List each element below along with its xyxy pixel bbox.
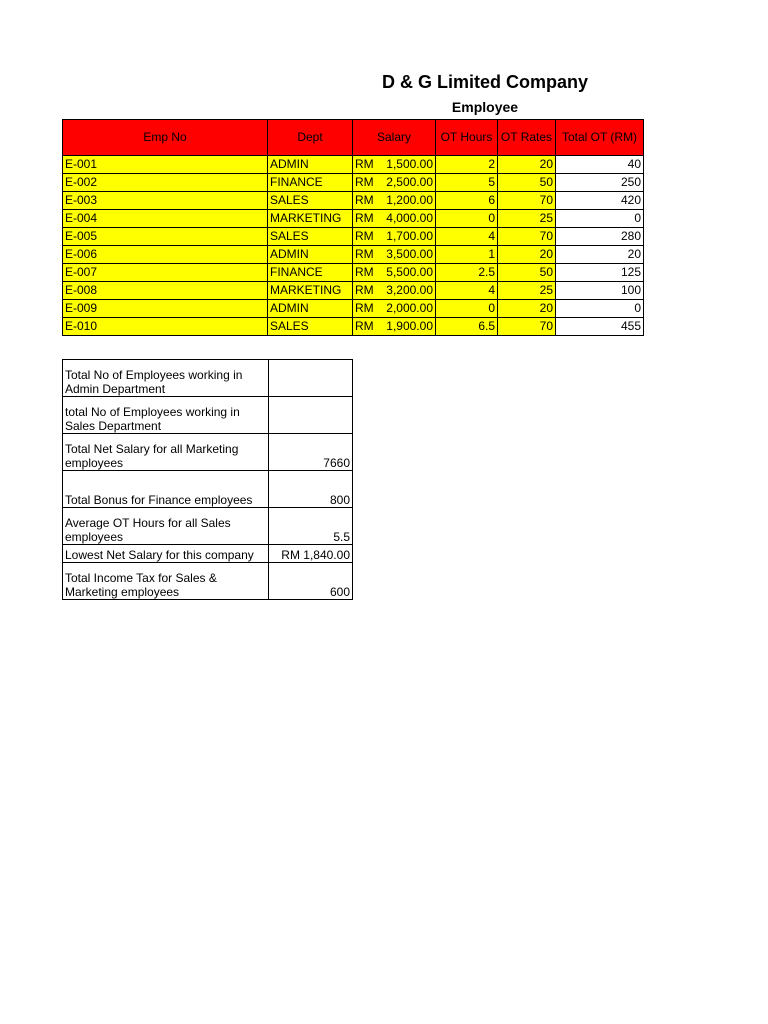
- summary-value[interactable]: [269, 397, 353, 434]
- cell-ot-hours[interactable]: 4: [436, 228, 498, 246]
- summary-row: [63, 545, 353, 563]
- cell-dept[interactable]: SALES: [268, 192, 353, 210]
- salary-amount: 1,900.00: [386, 319, 433, 333]
- table-row: [63, 282, 644, 300]
- cell-ot-rates[interactable]: 20: [498, 246, 556, 264]
- cell-salary[interactable]: [353, 156, 436, 174]
- salary-amount: 5,500.00: [386, 265, 433, 279]
- cell-dept[interactable]: MARKETING: [268, 210, 353, 228]
- salary-currency: RM: [355, 193, 374, 207]
- salary-currency: RM: [355, 319, 374, 333]
- salary-currency: RM: [355, 157, 374, 171]
- cell-ot-rates[interactable]: 25: [498, 282, 556, 300]
- cell-salary[interactable]: [353, 318, 436, 336]
- cell-dept[interactable]: MARKETING: [268, 282, 353, 300]
- table-header-row: [63, 120, 644, 156]
- company-title: D & G Limited Company: [381, 72, 588, 92]
- header-ot-rates[interactable]: OT Rates: [498, 120, 556, 156]
- cell-dept[interactable]: FINANCE: [268, 174, 353, 192]
- cell-ot-hours[interactable]: 1: [436, 246, 498, 264]
- header-emp-no[interactable]: Emp No: [63, 120, 268, 156]
- cell-ot-rates[interactable]: 25: [498, 210, 556, 228]
- summary-label[interactable]: Total Bonus for Finance employees: [63, 471, 269, 508]
- table-row: [63, 228, 644, 246]
- summary-label[interactable]: Total No of Employees working in Admin Department: [63, 360, 269, 397]
- salary-currency: RM: [355, 301, 374, 315]
- cell-total-ot[interactable]: 20: [556, 246, 644, 264]
- cell-ot-rates[interactable]: 70: [498, 228, 556, 246]
- cell-emp-no[interactable]: E-002: [63, 174, 268, 192]
- cell-total-ot[interactable]: 0: [556, 210, 644, 228]
- salary-amount: 2,500.00: [386, 175, 433, 189]
- cell-dept[interactable]: ADMIN: [268, 300, 353, 318]
- cell-total-ot[interactable]: 455: [556, 318, 644, 336]
- table-row: [63, 174, 644, 192]
- cell-total-ot[interactable]: 40: [556, 156, 644, 174]
- salary-amount: 1,700.00: [386, 229, 433, 243]
- cell-total-ot[interactable]: 280: [556, 228, 644, 246]
- summary-label[interactable]: Total Net Salary for all Marketing employees: [63, 434, 269, 471]
- summary-label[interactable]: total No of Employees working in Sales Department: [63, 397, 269, 434]
- summary-row: [63, 397, 353, 434]
- summary-value[interactable]: RM 1,840.00: [269, 545, 353, 563]
- salary-amount: 1,500.00: [386, 157, 433, 171]
- cell-ot-hours[interactable]: 0: [436, 300, 498, 318]
- cell-salary[interactable]: [353, 192, 436, 210]
- cell-ot-rates[interactable]: 20: [498, 156, 556, 174]
- summary-value[interactable]: 7660: [269, 434, 353, 471]
- cell-emp-no[interactable]: E-010: [63, 318, 268, 336]
- cell-ot-rates[interactable]: 50: [498, 174, 556, 192]
- cell-ot-hours[interactable]: 2.5: [436, 264, 498, 282]
- cell-emp-no[interactable]: E-004: [63, 210, 268, 228]
- cell-ot-hours[interactable]: 6: [436, 192, 498, 210]
- cell-emp-no[interactable]: E-009: [63, 300, 268, 318]
- summary-label[interactable]: Total Income Tax for Sales & Marketing employees: [63, 563, 269, 600]
- cell-ot-rates[interactable]: 70: [498, 318, 556, 336]
- summary-label[interactable]: Lowest Net Salary for this company: [63, 545, 269, 563]
- cell-ot-hours[interactable]: 4: [436, 282, 498, 300]
- summary-row: [63, 508, 353, 545]
- cell-emp-no[interactable]: E-008: [63, 282, 268, 300]
- cell-dept[interactable]: SALES: [268, 228, 353, 246]
- summary-row: [63, 434, 353, 471]
- cell-salary[interactable]: [353, 210, 436, 228]
- cell-total-ot[interactable]: 100: [556, 282, 644, 300]
- header-total-ot[interactable]: Total OT (RM): [556, 120, 644, 156]
- cell-salary[interactable]: [353, 174, 436, 192]
- summary-row: [63, 360, 353, 397]
- summary-value[interactable]: 600: [269, 563, 353, 600]
- cell-emp-no[interactable]: E-006: [63, 246, 268, 264]
- summary-value[interactable]: 800: [269, 471, 353, 508]
- header-salary[interactable]: Salary: [353, 120, 436, 156]
- cell-ot-hours[interactable]: 0: [436, 210, 498, 228]
- salary-amount: 2,000.00: [386, 301, 433, 315]
- cell-salary[interactable]: [353, 228, 436, 246]
- cell-ot-hours[interactable]: 2: [436, 156, 498, 174]
- cell-total-ot[interactable]: 125: [556, 264, 644, 282]
- sheet-subtitle: Employee: [451, 99, 519, 115]
- cell-dept[interactable]: ADMIN: [268, 156, 353, 174]
- cell-emp-no[interactable]: E-003: [63, 192, 268, 210]
- cell-ot-rates[interactable]: 50: [498, 264, 556, 282]
- table-row: [63, 300, 644, 318]
- cell-dept[interactable]: SALES: [268, 318, 353, 336]
- cell-dept[interactable]: FINANCE: [268, 264, 353, 282]
- cell-salary[interactable]: [353, 282, 436, 300]
- cell-total-ot[interactable]: 420: [556, 192, 644, 210]
- table-row: [63, 246, 644, 264]
- summary-table: [62, 359, 353, 600]
- header-ot-hours[interactable]: OT Hours: [436, 120, 498, 156]
- table-row: [63, 264, 644, 282]
- cell-salary[interactable]: [353, 300, 436, 318]
- salary-currency: RM: [355, 175, 374, 189]
- salary-currency: RM: [355, 283, 374, 297]
- cell-ot-rates[interactable]: 20: [498, 300, 556, 318]
- cell-ot-rates[interactable]: 70: [498, 192, 556, 210]
- salary-amount: 4,000.00: [386, 211, 433, 225]
- header-dept[interactable]: Dept: [268, 120, 353, 156]
- cell-ot-hours[interactable]: 5: [436, 174, 498, 192]
- table-row: [63, 192, 644, 210]
- cell-total-ot[interactable]: 250: [556, 174, 644, 192]
- cell-emp-no[interactable]: E-007: [63, 264, 268, 282]
- summary-row: [63, 563, 353, 600]
- cell-salary[interactable]: [353, 246, 436, 264]
- cell-salary[interactable]: [353, 264, 436, 282]
- cell-dept[interactable]: ADMIN: [268, 246, 353, 264]
- salary-currency: RM: [355, 265, 374, 279]
- table-row: [63, 318, 644, 336]
- summary-row: [63, 471, 353, 508]
- cell-emp-no[interactable]: E-005: [63, 228, 268, 246]
- cell-emp-no[interactable]: E-001: [63, 156, 268, 174]
- table-row: [63, 156, 644, 174]
- employee-table: [62, 119, 644, 336]
- cell-total-ot[interactable]: 0: [556, 300, 644, 318]
- summary-label[interactable]: Average OT Hours for all Sales employees: [63, 508, 269, 545]
- summary-value[interactable]: 5.5: [269, 508, 353, 545]
- salary-amount: 3,200.00: [386, 283, 433, 297]
- salary-currency: RM: [355, 211, 374, 225]
- salary-amount: 3,500.00: [386, 247, 433, 261]
- salary-currency: RM: [355, 229, 374, 243]
- cell-ot-hours[interactable]: 6.5: [436, 318, 498, 336]
- summary-value[interactable]: [269, 360, 353, 397]
- table-row: [63, 210, 644, 228]
- salary-currency: RM: [355, 247, 374, 261]
- salary-amount: 1,200.00: [386, 193, 433, 207]
